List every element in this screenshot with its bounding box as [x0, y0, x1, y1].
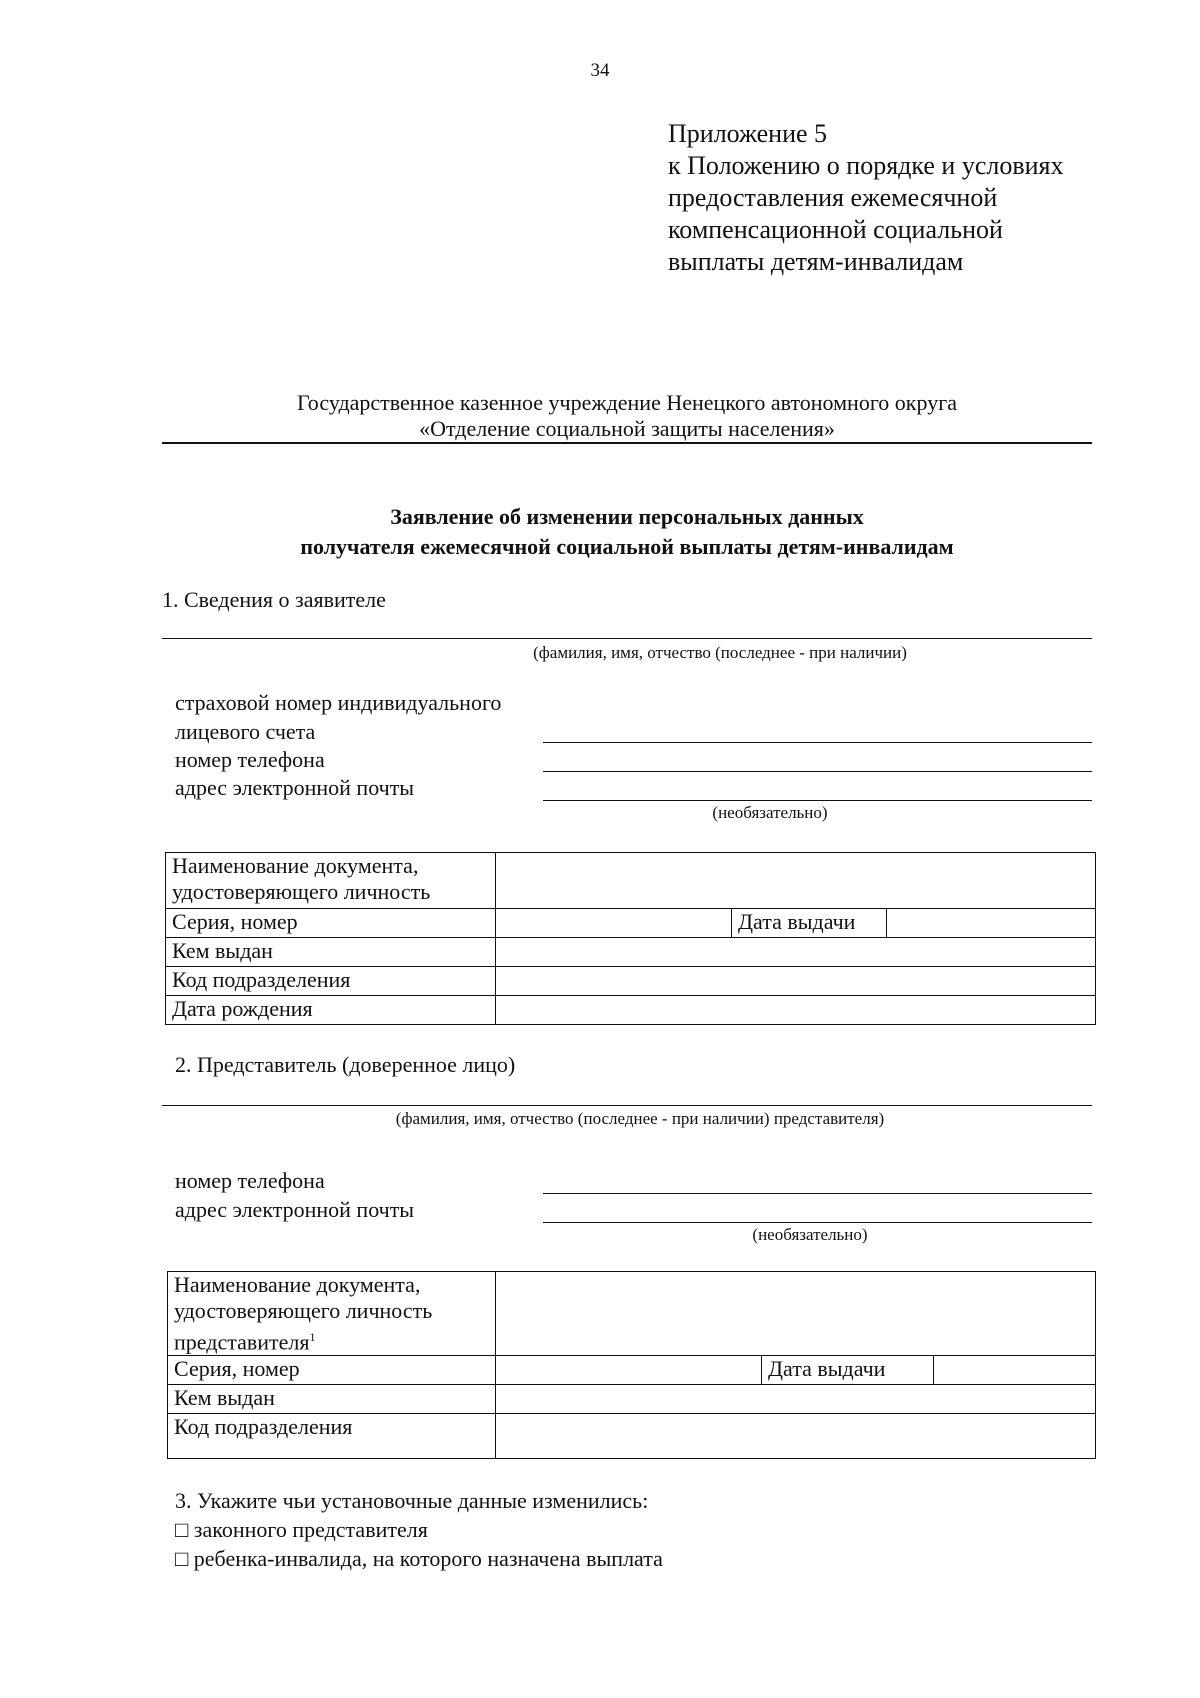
series-value[interactable] — [496, 909, 732, 938]
rep-doc-name-label-line1: Наименование документа, — [174, 1272, 421, 1297]
rep-doc-name-label-text: представителя — [174, 1329, 310, 1355]
option-disabled-child[interactable] — [175, 1545, 663, 1573]
applicant-document-table — [165, 852, 1096, 1025]
series-label: Серия, номер — [166, 909, 496, 938]
snils-label-line2: лицевого счета — [175, 719, 316, 744]
rep-phone-field-line[interactable] — [543, 1193, 1092, 1194]
footnote-marker: 1 — [309, 1330, 316, 1344]
rep-doc-name-label-line2: удостоверяющего личность — [174, 1298, 433, 1323]
division-code-value[interactable] — [496, 967, 1096, 996]
rep-issued-by-value[interactable] — [496, 1385, 1096, 1414]
issue-date-value[interactable] — [887, 909, 1096, 938]
appendix-line: выплаты детям-инвалидам — [668, 247, 964, 276]
rep-doc-name-label — [168, 1272, 496, 1356]
doc-name-label-line1: Наименование документа, — [172, 853, 419, 878]
appendix-line: предоставления ежемесячной — [668, 183, 998, 212]
doc-name-value[interactable] — [496, 853, 1096, 909]
section2-heading: 2. Представитель (доверенное лицо) — [175, 1052, 516, 1077]
representative-name-caption: (фамилия, имя, отчество (последнее - при наличии) представителя) — [395, 1109, 885, 1128]
rep-series-value[interactable] — [496, 1356, 762, 1385]
birth-date-value[interactable] — [496, 996, 1096, 1025]
representative-name-line[interactable] — [162, 1105, 1092, 1106]
rep-doc-name-label-line3 — [174, 1324, 489, 1355]
issued-by-value[interactable] — [496, 938, 1096, 967]
option-legal-representative[interactable] — [175, 1516, 428, 1544]
snils-label-line1: страховой номер индивидуального — [175, 690, 502, 715]
rep-doc-name-value[interactable] — [496, 1272, 1096, 1356]
rep-email-field-line[interactable] — [543, 1222, 1092, 1223]
issue-date-label: Дата выдачи — [732, 909, 887, 938]
page-number: 34 — [590, 60, 610, 81]
representative-document-table — [167, 1271, 1096, 1459]
rep-email-label: адрес электронной почты — [175, 1197, 415, 1222]
appendix-line: Приложение 5 — [668, 119, 828, 148]
rep-email-optional-caption: (необязательно) — [752, 1225, 868, 1244]
rep-issued-by-label: Кем выдан — [168, 1385, 496, 1414]
applicant-name-line[interactable] — [162, 638, 1092, 639]
rep-phone-label: номер телефона — [175, 1168, 325, 1193]
rep-division-code-value[interactable] — [496, 1414, 1096, 1459]
checkbox-icon[interactable]: □ — [175, 1546, 189, 1571]
email-label: адрес электронной почты — [175, 775, 415, 800]
appendix-line: к Положению о порядке и условиях — [668, 151, 1064, 180]
rep-issue-date-label: Дата выдачи — [762, 1356, 934, 1385]
phone-label: номер телефона — [175, 747, 325, 772]
checkbox-icon[interactable]: □ — [175, 1517, 189, 1542]
doc-name-label-line2: удостоверяющего личность — [172, 879, 431, 904]
organization-line1: Государственное казенное учреждение Ненецкого автономного округа — [297, 390, 957, 415]
phone-field-line[interactable] — [543, 771, 1092, 772]
organization-divider — [162, 442, 1092, 444]
form-title-line1: Заявление об изменении персональных данных — [390, 504, 864, 529]
appendix-line: компенсационной социальной — [668, 215, 1003, 244]
email-field-line[interactable] — [543, 800, 1092, 801]
applicant-name-caption: (фамилия, имя, отчество (последнее - при наличии) — [533, 643, 907, 662]
division-code-label: Код подразделения — [166, 967, 496, 996]
rep-issue-date-value[interactable] — [934, 1356, 1096, 1385]
option-label: ребенка-инвалида, на которого назначена выплата — [193, 1546, 663, 1571]
option-label: законного представителя — [193, 1517, 428, 1542]
email-optional-caption: (необязательно) — [712, 803, 828, 822]
organization-line2: «Отделение социальной защиты населения» — [419, 416, 835, 441]
form-title — [162, 502, 1092, 562]
birth-date-label: Дата рождения — [166, 996, 496, 1025]
issued-by-label: Кем выдан — [166, 938, 496, 967]
section3-heading: 3. Укажите чьи установочные данные изменились: — [175, 1488, 649, 1513]
rep-division-code-label: Код подразделения — [168, 1414, 496, 1459]
snils-field-line[interactable] — [543, 742, 1092, 743]
doc-name-label — [166, 853, 496, 909]
section1-heading: 1. Сведения о заявителе — [162, 587, 386, 612]
form-title-line2: получателя ежемесячной социальной выплаты детям-инвалидам — [300, 534, 954, 559]
rep-series-label: Серия, номер — [168, 1356, 496, 1385]
organization-name — [162, 390, 1092, 442]
appendix-header — [668, 118, 1064, 278]
